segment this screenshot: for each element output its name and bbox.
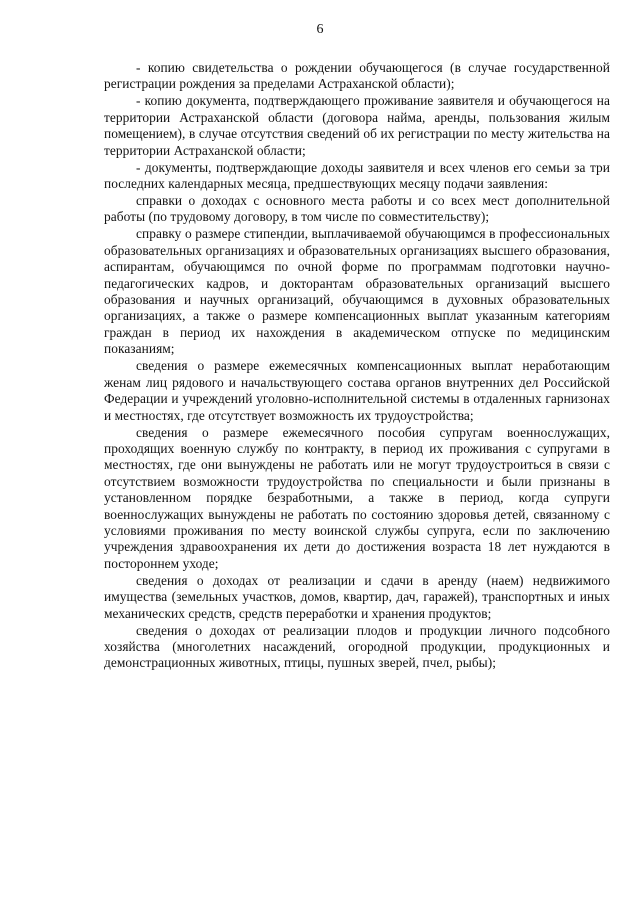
document-body xyxy=(104,60,610,672)
paragraph-birth-certificate: - копию свидетельства о рождении обучающегося (в случае государственной регистрации рождения за пределами Астраханской области); xyxy=(104,60,610,92)
paragraph-farm-income: сведения о доходах от реализации плодов и продукции личного подсобного хозяйства (многолетних насаждений, огородной продукции, продукционных и демонстрационных животных, птицы, пушных зверей, пчел, рыбы); xyxy=(104,622,610,671)
paragraph-property-income: сведения о доходах от реализации и сдачи в аренду (наем) недвижимого имущества (земельных участков, домов, квартир, дач, гаражей), транспортных и иных механических средств, средств переработки и хранения продуктов; xyxy=(104,572,610,621)
paragraph-residence-document: - копию документа, подтверждающего проживание заявителя и обучающегося на территории Астраханской области (договора найма, аренды, пользования жилым помещением), в случае отсутствия сведений об их регистрации по месту жительства на территории Астраханской области; xyxy=(104,93,610,158)
paragraph-income-documents: - документы, подтверждающие доходы заявителя и всех членов его семьи за три последних календарных месяца, предшествующих месяцу подачи заявления: xyxy=(104,159,610,192)
paragraph-stipend: справку о размере стипендии, выплачиваемой обучающимся в профессиональных образовательных организациях и образовательных организациях высшего образования, аспирантам, обучающимся по очной форме по программам подготовки научно-педагогических кадров, и докторантам образовательных организаций высшего образования и научных организаций, обучающимся в духовных образовательных организациях, а также о размере компенсационных выплат указанным категориям граждан в период их нахождения в академическом отпуске по медицинским показаниям; xyxy=(104,226,610,357)
paragraph-compensation-wives: сведения о размере ежемесячных компенсационных выплат неработающим женам лиц рядового и начальствующего состава органов внутренних дел Российской Федерации и учреждений уголовно-исполнительной системы в отдаленных гарнизонах и местностях, где отсутствует возможность их трудоустройства; xyxy=(104,358,610,423)
page-number: 6 xyxy=(316,22,324,37)
paragraph-work-income: справки о доходах с основного места работы и со всех мест дополнительной работы (по трудовому договору, в том числе по совместительству); xyxy=(104,193,610,225)
paragraph-military-spouse-allowance: сведения о размере ежемесячного пособия супругам военнослужащих, проходящих военную службу по контракту, в период их проживания с супругами в местностях, где они вынуждены не работать или не могут трудоустроиться в связи с отсутствием возможности трудоустройства по специальности и были признаны в установленном порядке безработными, а также в период, когда супруги военнослужащих вынуждены не работать по состоянию здоровья детей, связанному с условиями проживания по месту воинской службы супруга, если по заключению учреждения здравоохранения их дети до достижения возраста 18 лет нуждаются в постороннем уходе; xyxy=(104,424,610,571)
